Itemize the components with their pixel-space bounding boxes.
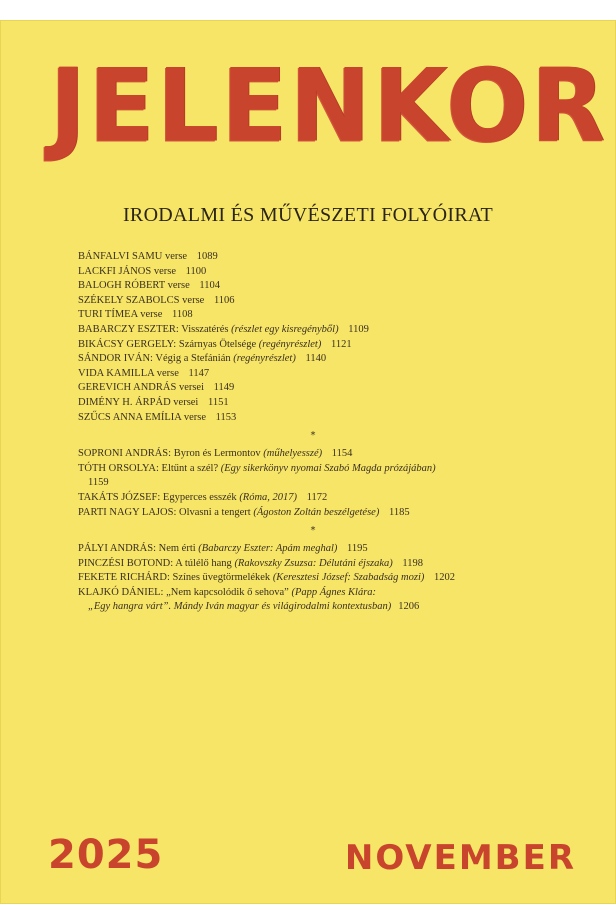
entry-title: Egyperces esszék [162, 491, 237, 503]
entry-page: 1106 [213, 294, 235, 306]
entry-note: (Keresztesi József: Szabadság mozi) [272, 572, 425, 584]
entry-note: (Egy sikerkönyv nyomai Szabó Magda prózájában) [220, 462, 436, 474]
toc-section-poetry [78, 250, 578, 425]
toc-entry [78, 396, 578, 411]
entry-author: SZŰCS ANNA EMÍLIA [78, 411, 182, 423]
table-of-contents [78, 250, 578, 615]
entry-author: TURI TÍMEA [78, 309, 138, 321]
entry-page: 1140 [305, 353, 327, 365]
entry-title: verse [156, 367, 179, 379]
entry-page: 1153 [215, 411, 237, 423]
entry-page: 1100 [185, 265, 207, 277]
entry-author: TAKÁTS JÓZSEF: [78, 491, 161, 503]
entry-page: 1149 [213, 382, 235, 394]
magazine-logo: JELENKOR [50, 47, 608, 165]
entry-page: 1108 [172, 309, 193, 321]
entry-page: 1202 [434, 572, 455, 584]
entry-note: (részlet egy kisregényből) [231, 323, 339, 335]
issue-month: NOVEMBER [344, 838, 576, 878]
entry-author: TÓTH ORSOLYA: [78, 462, 159, 474]
entry-author: BABARCZY ESZTER: [78, 323, 179, 335]
entry-author: BIKÁCSY GERGELY: [78, 338, 177, 350]
entry-note: (Babarczy Eszter: Apám meghal) [198, 543, 338, 555]
toc-entry [78, 462, 578, 477]
entry-note: (Rakovszky Zsuzsa: Délutáni éjszaka) [234, 557, 393, 569]
entry-page: 1172 [306, 491, 328, 503]
entry-author: PINCZÉSI BOTOND: [78, 557, 174, 569]
entry-title: verse [140, 309, 163, 321]
entry-note: (regényrészlet) [258, 338, 322, 350]
entry-note: (Róma, 2017) [239, 491, 298, 503]
entry-page: 1206 [398, 601, 420, 613]
entry-page: 1089 [196, 251, 218, 262]
entry-page: 1104 [199, 280, 221, 292]
toc-section-reviews [78, 542, 578, 600]
toc-entry-continuation [78, 600, 578, 615]
toc-entry [78, 447, 578, 462]
section-divider: * [310, 430, 316, 442]
toc-entry [78, 279, 578, 294]
toc-entry [78, 250, 578, 265]
entry-author: PÁLYI ANDRÁS: [78, 543, 157, 555]
entry-title: verse [183, 411, 207, 423]
entry-author: SZÉKELY SZABOLCS [78, 294, 180, 306]
toc-entry [78, 308, 578, 323]
entry-note: „Egy hangra várt”. Mándy Iván magyar és világirodalmi kontextusban) [88, 601, 392, 613]
entry-page: 1151 [207, 396, 229, 408]
entry-page: 1195 [347, 543, 368, 555]
toc-section-essays [78, 447, 578, 520]
entry-page: 1159 [88, 477, 109, 489]
magazine-subtitle: IRODALMI ÉS MŰVÉSZETI FOLYÓIRAT [122, 204, 494, 226]
entry-author: KLAJKÓ DÁNIEL: [78, 586, 164, 598]
entry-page: 1198 [402, 557, 424, 569]
entry-title: Visszatérés [181, 323, 229, 335]
toc-entry [78, 411, 578, 426]
entry-author: BÁNFALVI SAMU [78, 251, 163, 262]
toc-entry [78, 323, 578, 338]
toc-entry [78, 542, 578, 557]
toc-entry [78, 381, 578, 396]
entry-author: GEREVICH ANDRÁS [78, 382, 177, 394]
entry-note: (regényrészlet) [233, 353, 296, 365]
entry-author: LACKFI JÁNOS [78, 265, 152, 277]
entry-note: (Papp Ágnes Klára: [291, 586, 377, 598]
entry-title: verse [153, 265, 176, 277]
entry-title: Színes üvegtörmelékek [172, 572, 271, 584]
entry-author: BALOGH RÓBERT [78, 280, 165, 292]
entry-title: Byron és Lermontov [173, 448, 261, 460]
entry-title: „Nem kapcsolódik ő sehova” [166, 586, 289, 598]
entry-page: 1154 [331, 448, 353, 460]
toc-entry-continuation [78, 476, 578, 491]
entry-author: DIMÉNY H. ÁRPÁD [78, 396, 171, 408]
entry-author: FEKETE RICHÁRD: [78, 572, 170, 584]
entry-author: VIDA KAMILLA [78, 367, 155, 379]
entry-page: 1121 [330, 338, 352, 350]
entry-title: verse [167, 280, 190, 292]
toc-entry [78, 367, 578, 382]
entry-title: Nem érti [158, 543, 196, 555]
toc-entry [78, 352, 578, 367]
entry-title: versei [173, 396, 199, 408]
toc-entry [78, 571, 578, 586]
entry-title: Szárnyas Ötelsége [178, 338, 257, 350]
entry-page: 1147 [188, 367, 210, 379]
entry-author: SÁNDOR IVÁN: [78, 353, 153, 365]
toc-entry [78, 557, 578, 572]
entry-title: Eltűnt a szél? [161, 462, 219, 474]
entry-title: versei [178, 382, 205, 394]
entry-author: SOPRONI ANDRÁS: [78, 448, 172, 460]
issue-year: 2025 [48, 832, 164, 878]
section-divider: * [310, 525, 316, 537]
entry-title: verse [182, 294, 205, 306]
entry-note: (műhelyesszé) [263, 448, 323, 460]
toc-entry [78, 265, 578, 280]
entry-title: A túlélő hang [175, 557, 232, 569]
entry-page: 1109 [348, 323, 369, 335]
toc-entry [78, 506, 578, 521]
toc-entry [78, 294, 578, 309]
entry-title: Olvasni a tengert [178, 506, 251, 518]
toc-entry [78, 586, 578, 601]
magazine-cover [0, 20, 616, 904]
toc-entry [78, 338, 578, 353]
entry-author: PARTI NAGY LAJOS: [78, 506, 177, 518]
entry-note: (Ágoston Zoltán beszélgetése) [253, 506, 380, 518]
entry-page: 1185 [388, 506, 410, 518]
toc-entry [78, 491, 578, 506]
entry-title: Végig a Stefánián [155, 353, 231, 365]
entry-title: verse [164, 251, 188, 262]
